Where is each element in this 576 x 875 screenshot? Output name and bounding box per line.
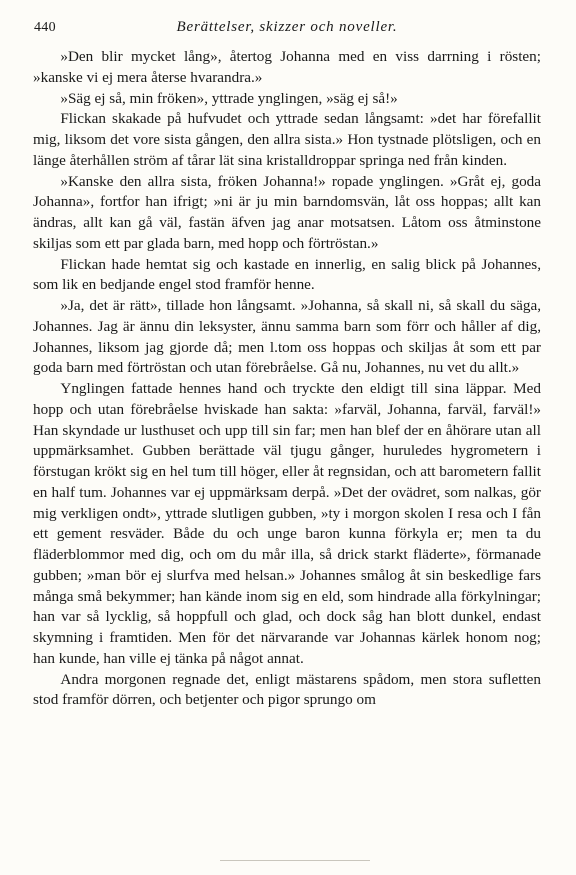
paragraph: Flickan hade hemtat sig och kastade en innerlig, en salig blick på Johannes, som lik en bedjande engel stod framför henne. [33,255,541,294]
page-number: 440 [34,20,56,35]
running-head: Berättelser, skizzer och noveller. [176,19,398,35]
paragraph: »Säg ej så, min fröken», yttrade ynglingen, »säg ej så!» [60,89,398,107]
paragraph: »Kanske den allra sista, fröken Johanna!» ropade ynglingen. »Gråt ej, goda Johanna», fortfor han ifrigt; »ni är ju min barndomsvän, låt oss hoppas; allt kan ändras, allt kan gå väl, fastän äfven jag anar motsatsen. Låtom oss åtminstone skiljas som ett par glada barn, med hopp och förtröstan.» [33,172,541,252]
body-text [33,47,541,711]
paragraph: »Den blir mycket lång», återtog Johanna med en viss darrning i rösten; »kanske vi ej mera återse hvarandra.» [33,48,541,86]
paragraph: Flickan skakade på hufvudet och yttrade sedan långsamt: »det har förefallit mig, liksom det vore sista gången, den allra sista.» Hon tystnade plötsligen, och en länge återhållen ström af tårar lät sina kristalldroppar springa ned från kinden. [33,110,541,169]
page-header [34,18,540,40]
paragraph: »Ja, det är rätt», tillade hon långsamt. »Johanna, så skall ni, så skall du säga, Johannes. Jag är ännu din leksyster, ännu samma barn som förr och håller af dig, Johannes, liksom jag gjorde då; men l.tom oss hoppas och skiljas åt som ett par goda barn med förtröstan och utan förebråelse. Gå nu, Johannes, nu vet du allt.» [33,297,541,377]
footer-rule [220,860,370,861]
paragraph: Ynglingen fattade hennes hand och tryckte den eldigt till sina läppar. Med hopp och utan förebråelse hviskade han sakta: »farväl, Johanna, farväl, farväl!» Han skyndade ur lusthuset och upp till sin far; men han blef der en åhörare utan all uppmärksamhet. Gubben berättade väl tjugu gånger, huruledes hygrometern i förstugan krökt sig en hel tum till höger, eller åt regnsidan, och att barometern fallit en half tum. Johannes var ej uppmärksam derpå. »Det der ovädret, som nalkas, gör mig verkligen ondt», yttrade slutligen gubben, »ty i morgon skolen I resa och I fån ett gement resväder. Både du och unge baron kunna förkyla er; men ta du fläderblommor med dig, och om du mår illa, så drick starkt fläderte», förmanade gubben; »man bör ej slurfva med helsan.» Johannes smålog åt sin beskedlige fars många små bekymmer; han kände inom sig en eld, som hindrade alla förkylningar; han var så lycklig, så hoppfull och glad, och dock såg han blott dunkel, endast skymning i framtiden. Men för det närvarande var Johannas kärlek honom nog; han kunde, han ville ej tänka på något annat. [33,380,541,667]
paragraph: Andra morgonen regnade det, enligt mästarens spådom, men stora sufletten stod framför dörren, och betjenter och pigor sprungo om [33,670,541,709]
